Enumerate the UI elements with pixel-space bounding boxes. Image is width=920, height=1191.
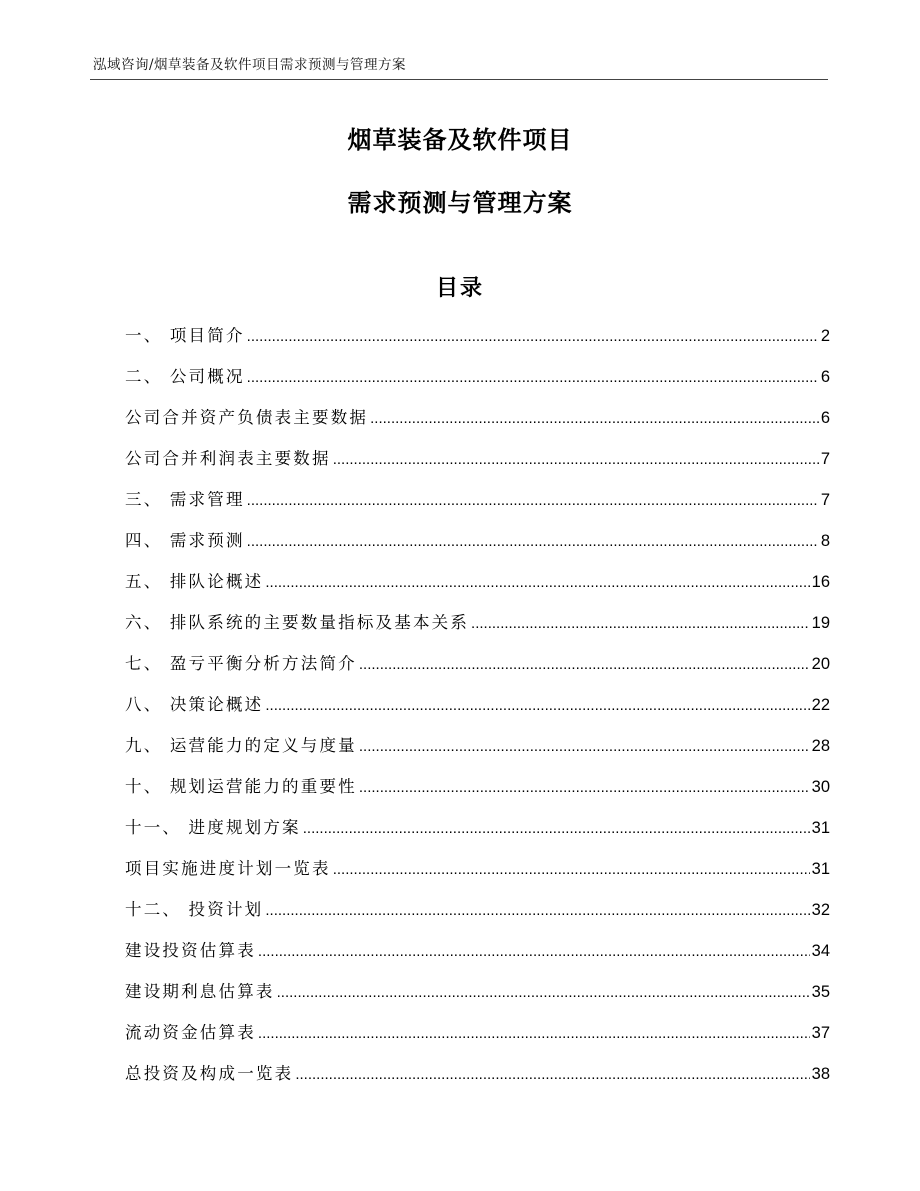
toc-entry[interactable] (125, 937, 830, 978)
toc-entry[interactable] (125, 486, 830, 527)
toc-entry-page: 32 (811, 901, 830, 919)
toc-leader-dots (359, 656, 810, 673)
toc-leader-dots (370, 410, 819, 427)
toc-entry-label: 四、 需求预测 (125, 531, 245, 550)
toc-entry-label: 十一、 进度规划方案 (125, 818, 301, 837)
toc-entry[interactable] (125, 650, 830, 691)
toc-entry-page: 34 (811, 942, 830, 960)
toc-entry-page: 37 (811, 1024, 830, 1042)
toc-entry-label: 九、 运营能力的定义与度量 (125, 736, 357, 755)
toc-entry[interactable] (125, 691, 830, 732)
toc-heading: 目录 (435, 276, 484, 301)
toc-entry-page: 6 (820, 368, 830, 386)
toc-entry-page: 16 (811, 573, 830, 591)
toc-entry-label: 三、 需求管理 (125, 490, 245, 509)
toc-entry-page: 7 (820, 491, 830, 509)
toc-entry-label: 六、 排队系统的主要数量指标及基本关系 (125, 613, 470, 632)
toc-entry-label: 二、 公司概况 (125, 367, 245, 386)
toc-entry[interactable] (125, 896, 830, 937)
toc-entry-label: 建设期利息估算表 (125, 982, 275, 1001)
toc-entry-page: 35 (811, 983, 830, 1001)
toc-entry[interactable] (125, 363, 830, 404)
toc-leader-dots (265, 697, 809, 714)
toc-entry-label: 总投资及构成一览表 (125, 1064, 294, 1083)
toc-entry-page: 31 (811, 860, 830, 878)
running-header: 泓域咨询/烟草装备及软件项目需求预测与管理方案 (93, 57, 407, 73)
toc-entry[interactable] (125, 978, 830, 1019)
document-title-line-2: 需求预测与管理方案 (347, 189, 573, 217)
toc-entry-page: 19 (811, 614, 830, 632)
toc-entry-page: 28 (811, 737, 830, 755)
toc-entry-label: 流动资金估算表 (125, 1023, 256, 1042)
toc-entry[interactable] (125, 773, 830, 814)
toc-leader-dots (265, 902, 809, 919)
toc-entry-label: 项目实施进度计划一览表 (125, 859, 331, 878)
toc-entry-label: 五、 排队论概述 (125, 572, 264, 591)
toc-entry-page: 7 (820, 450, 830, 468)
toc-leader-dots (295, 1066, 809, 1083)
toc-entry-page: 38 (811, 1065, 830, 1083)
header-divider (90, 79, 828, 80)
toc-leader-dots (258, 943, 810, 960)
toc-entry-page: 8 (820, 532, 830, 550)
toc-leader-dots (247, 492, 819, 509)
toc-entry[interactable] (125, 814, 830, 855)
toc-leader-dots (277, 984, 810, 1001)
toc-entry-label: 建设投资估算表 (125, 941, 256, 960)
toc-leader-dots (333, 451, 819, 468)
toc-entry-label: 十二、 投资计划 (125, 900, 264, 919)
toc-entry[interactable] (125, 732, 830, 773)
toc-leader-dots (265, 574, 809, 591)
toc-entry[interactable] (125, 609, 830, 650)
toc-leader-dots (471, 615, 810, 632)
toc-entry-label: 公司合并资产负债表主要数据 (125, 408, 369, 427)
toc-entry-page: 22 (811, 696, 830, 714)
toc-leader-dots (247, 328, 819, 345)
toc-entry[interactable] (125, 568, 830, 609)
toc-entry[interactable] (125, 527, 830, 568)
toc-entry[interactable] (125, 445, 830, 486)
toc-entry-label: 八、 决策论概述 (125, 695, 264, 714)
toc-entry-label: 一、 项目简介 (125, 326, 245, 345)
toc-entry[interactable] (125, 1060, 830, 1101)
document-title-line-1: 烟草装备及软件项目 (347, 126, 573, 154)
toc-leader-dots (247, 533, 819, 550)
toc-entry[interactable] (125, 855, 830, 896)
toc-entry-page: 20 (811, 655, 830, 673)
toc-entry[interactable] (125, 322, 830, 363)
toc-entry-label: 十、 规划运营能力的重要性 (125, 777, 357, 796)
toc-entry-page: 2 (820, 327, 830, 345)
toc-leader-dots (333, 861, 810, 878)
toc-leader-dots (303, 820, 810, 837)
table-of-contents (125, 322, 830, 1101)
toc-leader-dots (258, 1025, 810, 1042)
toc-entry[interactable] (125, 1019, 830, 1060)
toc-entry-label: 七、 盈亏平衡分析方法简介 (125, 654, 357, 673)
toc-leader-dots (359, 779, 810, 796)
toc-entry-label: 公司合并利润表主要数据 (125, 449, 331, 468)
toc-leader-dots (359, 738, 810, 755)
toc-entry-page: 31 (811, 819, 830, 837)
toc-leader-dots (247, 369, 819, 386)
toc-entry-page: 30 (811, 778, 830, 796)
toc-entry-page: 6 (820, 409, 830, 427)
toc-entry[interactable] (125, 404, 830, 445)
